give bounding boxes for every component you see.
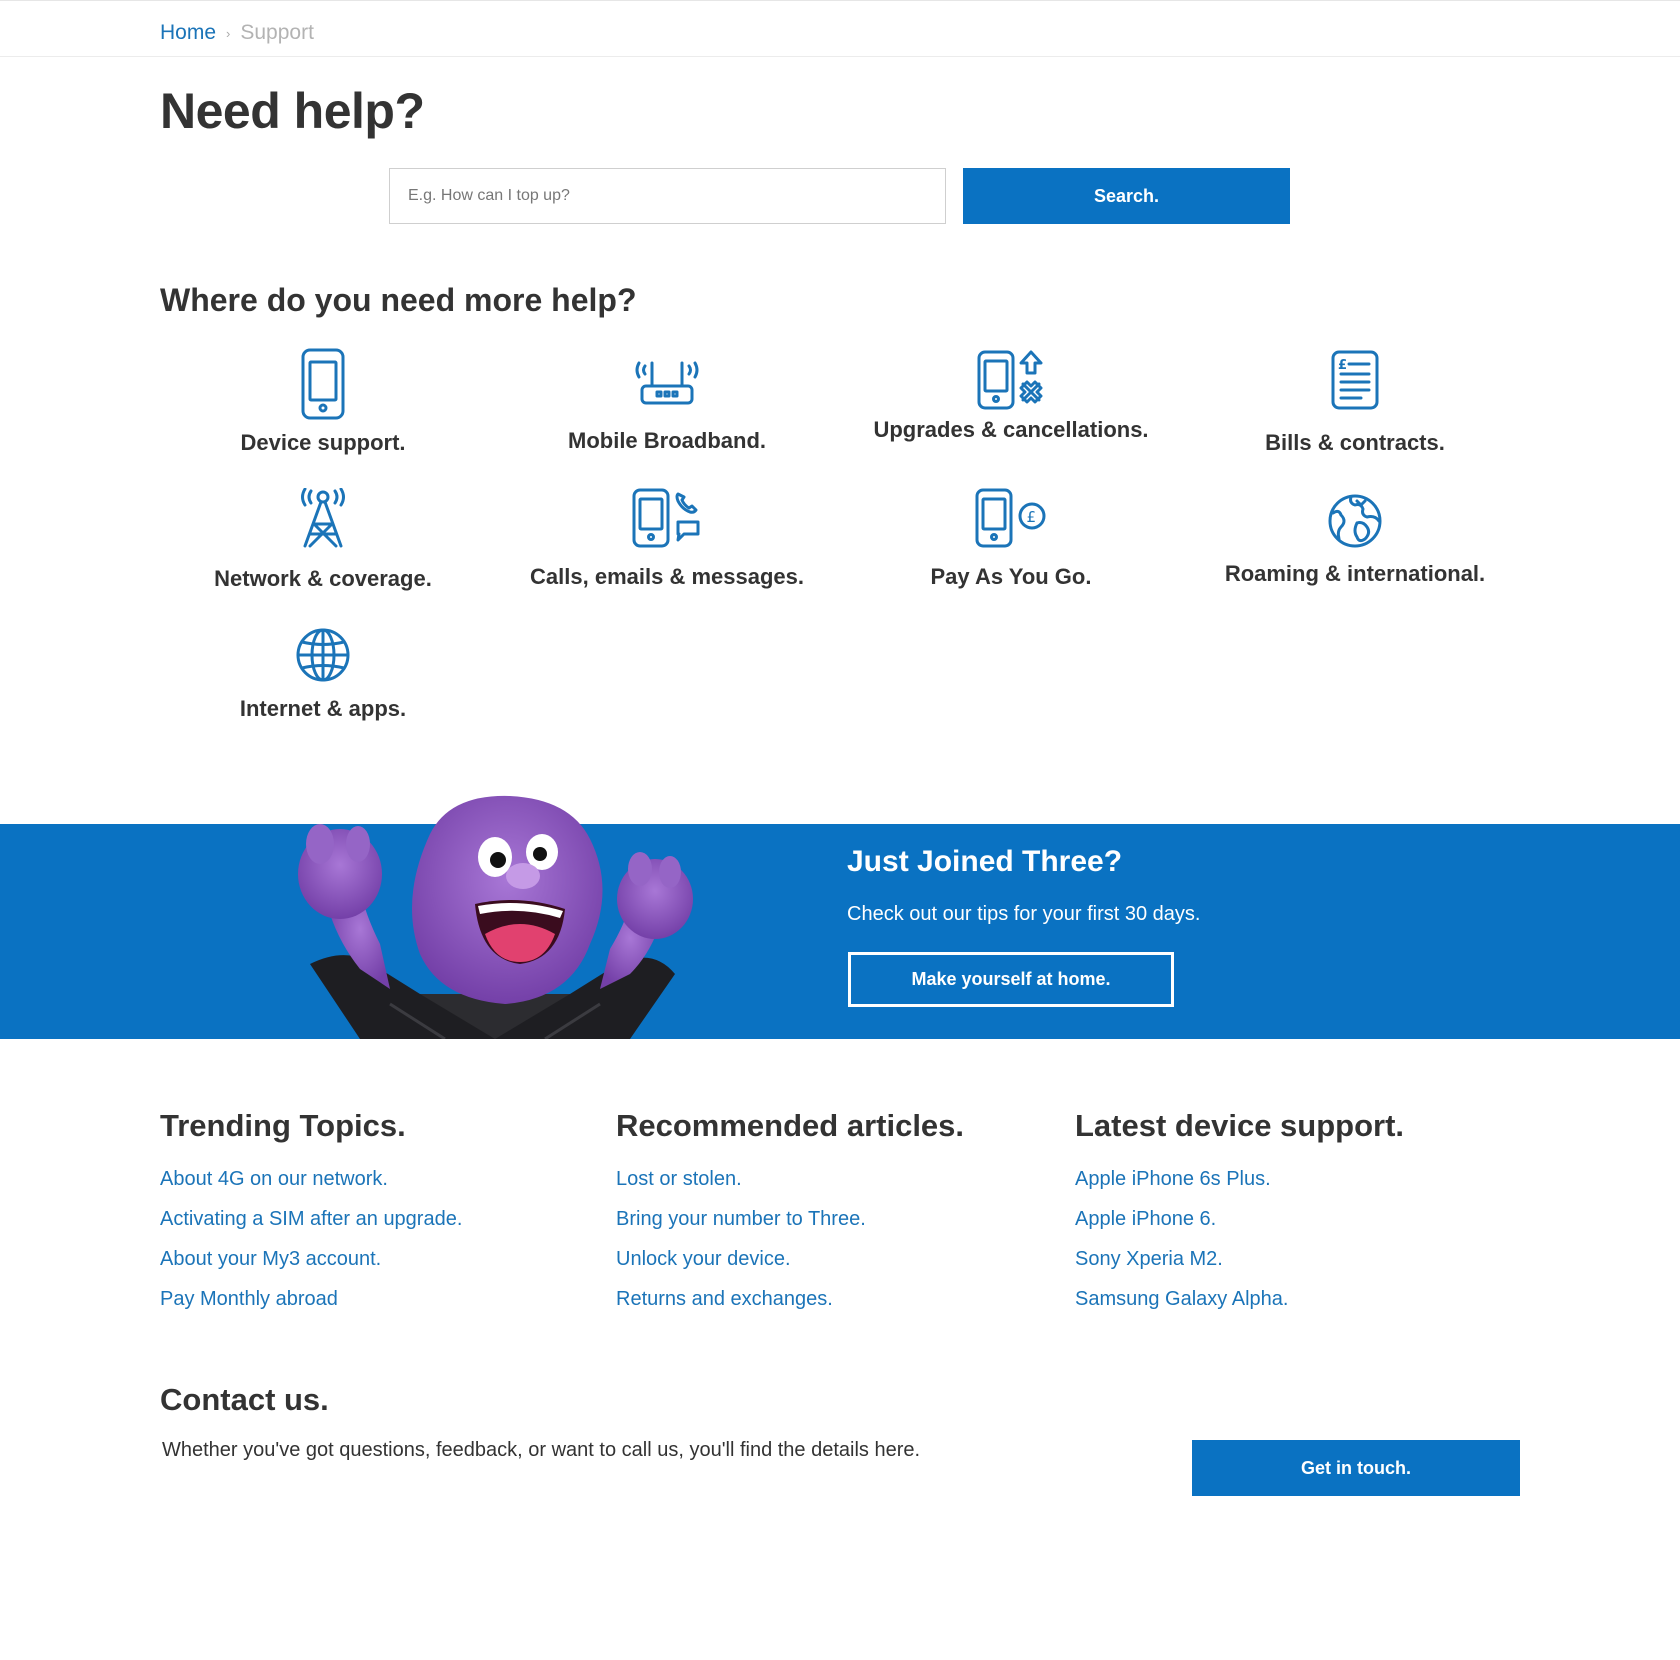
device-link[interactable]: Samsung Galaxy Alpha. [1075,1288,1289,1310]
recommended-articles-heading: Recommended articles. [616,1108,965,1143]
category-label: Pay As You Go. [930,564,1092,589]
breadcrumb [160,21,314,45]
globe-grid-icon [295,627,351,683]
svg-text:£: £ [1026,508,1037,526]
get-in-touch-button[interactable]: Get in touch. [1192,1440,1520,1496]
purple-monster-mascot-icon [270,794,720,1039]
category-label: Device support. [240,430,406,455]
recommended-link[interactable]: Bring your number to Three. [616,1208,866,1230]
device-link[interactable]: Sony Xperia M2. [1075,1248,1223,1270]
trending-link[interactable]: Activating a SIM after an upgrade. [160,1208,463,1230]
contact-text: Whether you've got questions, feedback, or want to call us, you'll find the details here. [162,1439,921,1461]
category-label: Roaming & international. [1224,561,1486,586]
category-bills-contracts[interactable] [1183,350,1527,456]
category-upgrades-cancellations[interactable] [839,350,1183,443]
promo-text: Check out our tips for your first 30 days. [847,903,1201,925]
recommended-link[interactable]: Unlock your device. [616,1248,791,1270]
category-label: Internet & apps. [239,696,407,721]
search-button[interactable]: Search. [963,168,1290,224]
trending-link[interactable]: About your My3 account. [160,1248,382,1270]
device-link[interactable]: Apple iPhone 6. [1075,1208,1217,1230]
category-label: Upgrades & cancellations. [873,417,1149,442]
category-calls-emails-messages[interactable] [495,488,839,590]
svg-text:£: £ [1338,358,1348,373]
breadcrumb-home-link[interactable]: Home [160,21,217,44]
latest-device-support-column [1075,1108,1404,1326]
category-network-coverage[interactable] [151,488,495,592]
promo-title: Just Joined Three? [847,845,1123,878]
category-label: Bills & contracts. [1265,430,1445,455]
bill-document-icon [1331,350,1379,410]
trending-link[interactable]: Pay Monthly abroad [160,1288,338,1310]
category-roaming-international[interactable] [1183,493,1527,587]
category-pay-as-you-go[interactable] [839,488,1183,590]
category-device-support[interactable] [151,348,495,456]
help-section-heading: Where do you need more help? [160,282,637,318]
globe-map-icon [1327,493,1383,549]
phone-pound-icon [975,488,1047,548]
contact-title: Contact us. [160,1382,329,1417]
smartphone-icon [300,348,346,420]
trending-link[interactable]: About 4G on our network. [160,1168,388,1190]
category-internet-apps[interactable] [151,627,495,722]
device-link[interactable]: Apple iPhone 6s Plus. [1075,1168,1271,1190]
promo-banner [0,824,1680,1039]
phone-call-message-icon [632,488,702,548]
category-label: Network & coverage. [214,566,432,591]
router-icon [634,360,700,406]
breadcrumb-separator-icon: › [226,25,231,41]
category-label: Calls, emails & messages. [530,564,804,589]
trending-topics-column [160,1108,462,1326]
latest-device-support-heading: Latest device support. [1075,1108,1405,1143]
breadcrumb-bar [0,0,1680,57]
page-title: Need help? [160,83,425,139]
category-mobile-broadband[interactable] [495,360,839,454]
trending-topics-heading: Trending Topics. [160,1108,406,1143]
make-yourself-at-home-button[interactable]: Make yourself at home. [848,952,1174,1007]
phone-upgrade-cancel-icon [977,350,1045,410]
recommended-articles-column [616,1108,964,1326]
category-label: Mobile Broadband. [568,428,766,453]
breadcrumb-current: Support [240,21,314,44]
recommended-link[interactable]: Returns and exchanges. [616,1288,833,1310]
signal-tower-icon [300,488,346,548]
search-input[interactable] [389,168,946,224]
recommended-link[interactable]: Lost or stolen. [616,1168,742,1190]
